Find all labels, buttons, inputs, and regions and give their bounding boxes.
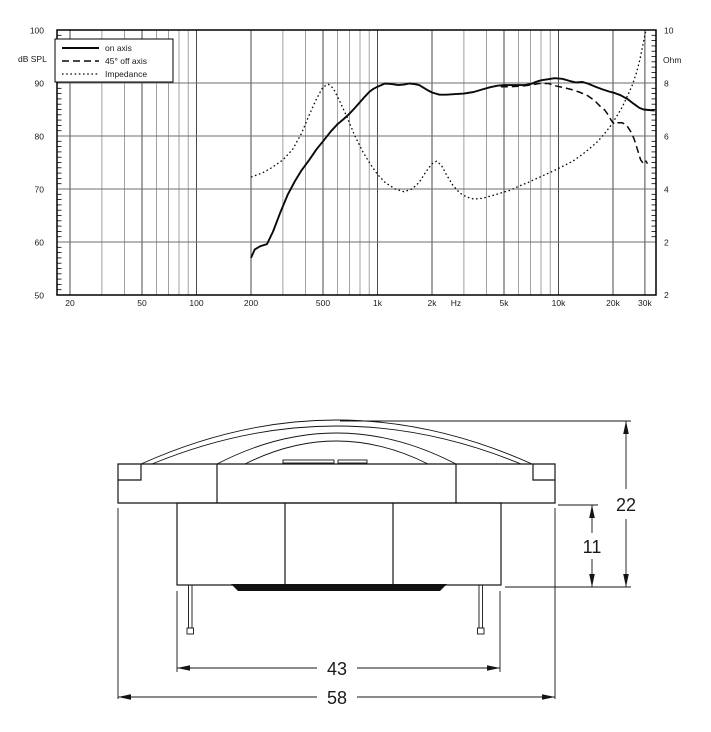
dim-arrow-43-right [487, 665, 500, 671]
dome-arc-outer [141, 420, 532, 464]
x-tick-label: 30k [638, 298, 652, 308]
dim-arrow-58-right [542, 694, 555, 700]
x-tick-label: 5k [499, 298, 509, 308]
left-tick-label: 100 [29, 25, 44, 36]
left-tick-label: 60 [34, 237, 44, 248]
dim-arrow-43-left [177, 665, 190, 671]
right-tick-label: 4 [664, 184, 669, 195]
right-tick-label: 10 [664, 25, 674, 36]
right-axis-title: Ohm [663, 55, 682, 65]
legend-label-impedance: Impedance [105, 69, 148, 79]
bottom-plate-bar [231, 584, 447, 591]
left-tick-label: 90 [34, 78, 44, 89]
dome-arc-outer2 [152, 426, 521, 464]
curve-solid [251, 78, 655, 258]
chart-series [251, 19, 655, 258]
x-tick-label: 2k [427, 298, 437, 308]
flange-outline [118, 464, 555, 503]
dim-arrow-58-left [118, 694, 131, 700]
flange-section-lines [217, 464, 456, 503]
terminal-pin-left-tip [187, 628, 194, 634]
dim-arrow-11-up [589, 505, 595, 518]
chart-legend [55, 39, 173, 82]
right-tick-label: 6 [664, 131, 669, 142]
flange-notch-right [533, 464, 555, 480]
curve-dotted [251, 19, 648, 199]
terminal-pin-right [479, 585, 483, 628]
right-axis-bottom-label: 2 [664, 290, 669, 300]
left-axis-title: dB SPL [18, 54, 47, 64]
left-tick-label: 80 [34, 131, 44, 142]
legend-label-on-axis: on axis [105, 43, 132, 53]
dome-base-detail-right [338, 460, 367, 463]
x-axis-unit: Hz [450, 298, 462, 308]
dim-arrow-22-up [623, 421, 629, 434]
terminal-pin-right-tip [478, 628, 485, 634]
legend-label-off-axis: 45° off axis [105, 56, 147, 66]
x-tick-label: 200 [243, 298, 259, 308]
curve-dashed [501, 84, 648, 164]
magnet-section-lines [285, 503, 393, 585]
dome-arc-inner [245, 441, 428, 464]
x-tick-label: 20 [65, 298, 75, 308]
x-tick-label: 20k [606, 298, 620, 308]
x-tick-label: 1k [373, 298, 382, 308]
frequency-response-chart [18, 19, 681, 308]
magnet-body [177, 503, 501, 585]
right-tick-label: 2 [664, 237, 669, 248]
left-tick-label: 70 [34, 184, 44, 195]
driver-dimension-drawing [118, 420, 636, 708]
dim-label-body-width: 43 [326, 659, 348, 679]
dome-arc-mid [217, 433, 456, 464]
x-tick-label: 500 [315, 298, 331, 308]
x-tick-label: 100 [189, 298, 204, 308]
dim-label-total-height: 22 [615, 495, 637, 515]
x-tick-label: 50 [137, 298, 147, 308]
terminal-pin-left [189, 585, 193, 628]
flange-notch-left [118, 464, 141, 480]
right-tick-label: 8 [664, 78, 669, 89]
dome-base-detail-left [283, 460, 334, 463]
dim-arrow-11-down [589, 574, 595, 587]
left-tick-label: 50 [34, 290, 44, 301]
dim-label-total-width: 58 [326, 688, 348, 708]
dim-label-body-height: 11 [582, 537, 602, 557]
x-tick-label: 10k [551, 298, 566, 308]
dim-arrow-22-down [623, 574, 629, 587]
